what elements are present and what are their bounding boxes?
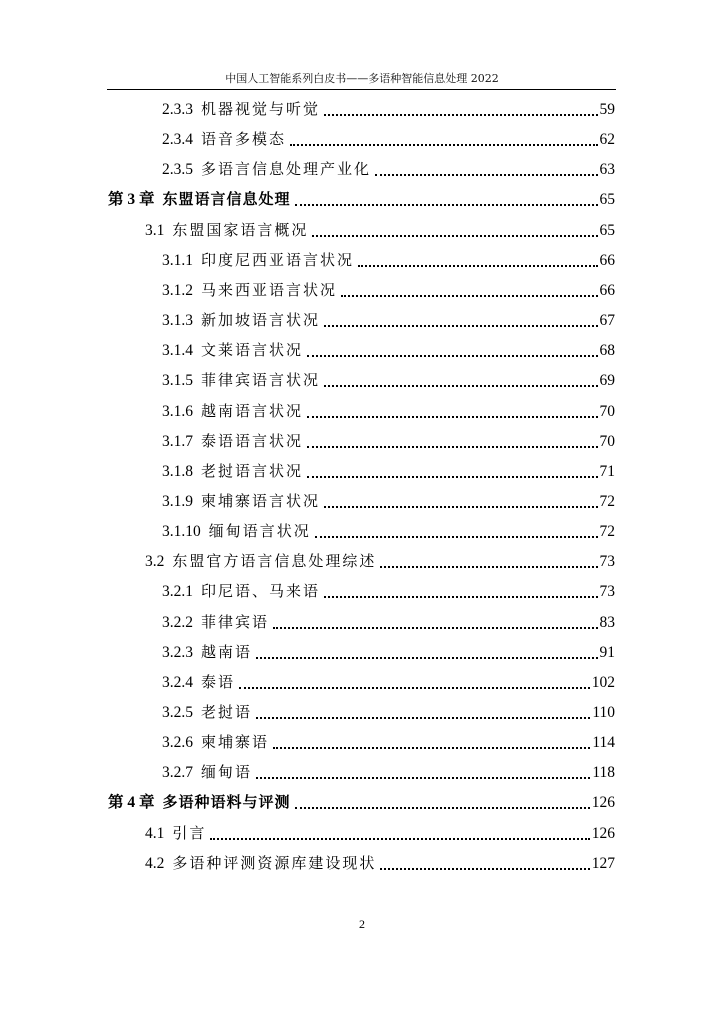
toc-entry-title: 东盟国家语言概况 [172, 220, 309, 239]
toc-entry[interactable] [162, 157, 615, 179]
toc-entry-page: 62 [599, 131, 615, 149]
toc-entry-title: 多语言信息处理产业化 [201, 160, 372, 179]
toc-entry[interactable] [162, 489, 615, 511]
toc-entry-page: 71 [599, 462, 615, 480]
toc-entry[interactable] [145, 821, 615, 843]
toc-dot-leader [295, 807, 590, 809]
toc-entry-number: 2.3.4 [162, 131, 193, 149]
toc-entry-title: 多语种评测资源库建设现状 [172, 853, 377, 872]
toc-dot-leader [307, 355, 597, 357]
toc-dot-leader [210, 838, 589, 840]
toc-entry[interactable] [145, 218, 615, 240]
toc-entry-page: 65 [599, 221, 615, 239]
toc-dot-leader [375, 174, 597, 176]
toc-entry-title: 文莱语言状况 [201, 341, 304, 360]
toc-dot-leader [315, 536, 598, 538]
toc-entry-title: 菲律宾语 [201, 612, 270, 631]
toc-entry[interactable] [162, 278, 615, 300]
toc-dot-leader [307, 446, 597, 448]
toc-entry[interactable] [162, 368, 615, 390]
toc-entry-title: 柬埔寨语言状况 [201, 491, 321, 510]
toc-entry-page: 69 [599, 372, 615, 390]
toc-entry-page: 66 [599, 281, 615, 299]
toc-entry[interactable] [162, 97, 615, 119]
toc-entry-title: 泰语语言状况 [201, 431, 304, 450]
toc-dot-leader [380, 566, 597, 568]
toc-entry-number: 3.1.4 [162, 342, 193, 360]
toc-dot-leader [256, 777, 590, 779]
toc-entry[interactable] [162, 248, 615, 270]
toc-entry-title: 老挝语言状况 [201, 461, 304, 480]
toc-entry[interactable] [162, 459, 615, 481]
toc-entry-page: 126 [591, 794, 615, 812]
toc-entry-title: 多语种语料与评测 [162, 793, 291, 812]
toc-entry-title: 机器视觉与听觉 [201, 100, 321, 118]
toc-entry-number: 3.1.1 [162, 251, 193, 269]
toc-entry[interactable] [162, 730, 615, 752]
toc-entry-number: 第 4 章 [108, 794, 155, 812]
toc-dot-leader [324, 114, 597, 116]
toc-entry[interactable] [162, 399, 615, 421]
toc-chapter-entry[interactable] [108, 790, 615, 812]
toc-dot-leader [341, 295, 597, 297]
page-number: 2 [359, 917, 365, 931]
toc-entry-number: 4.2 [145, 854, 165, 872]
toc-entry[interactable] [162, 760, 615, 782]
toc-entry-page: 110 [592, 704, 615, 721]
toc-entry-title: 印尼语、马来语 [201, 582, 321, 601]
toc-entry-number: 3.1.8 [162, 462, 193, 480]
toc-entry-number: 3.2.3 [162, 643, 193, 661]
toc-entry-title: 柬埔寨语 [201, 733, 270, 752]
toc-entry-number: 3.1.5 [162, 372, 193, 390]
toc-entry-number: 2.3.3 [162, 101, 193, 118]
toc-entry-number: 4.1 [145, 824, 165, 842]
toc-entry-number: 3.1.2 [162, 281, 193, 299]
toc-entry-title: 老挝语 [201, 703, 253, 721]
toc-entry-page: 68 [599, 342, 615, 360]
toc-entry-page: 102 [591, 673, 615, 691]
toc-entry-number: 3.2.1 [162, 583, 193, 601]
toc-dot-leader [358, 265, 597, 267]
toc-entry-title: 引言 [172, 823, 207, 842]
toc-entry-page: 70 [599, 402, 615, 420]
toc-entry-page: 65 [599, 191, 615, 209]
toc-entry[interactable] [145, 549, 615, 571]
toc-entry-number: 3.2 [145, 553, 165, 571]
toc-entry-title: 语音多模态 [201, 130, 287, 149]
toc-dot-leader [256, 657, 597, 659]
toc-entry[interactable] [162, 579, 615, 601]
toc-entry-title: 东盟官方语言信息处理综述 [172, 552, 377, 571]
toc-dot-leader [239, 687, 590, 689]
toc-entry-page: 73 [599, 583, 615, 601]
toc-dot-leader [307, 476, 597, 478]
toc-entry-title: 缅甸语言状况 [208, 522, 311, 541]
toc-entry-number: 3.2.4 [162, 673, 193, 691]
toc-entry-page: 126 [591, 824, 615, 842]
toc-dot-leader [324, 385, 597, 387]
toc-dot-leader [290, 144, 597, 146]
toc-entry-page: 67 [599, 312, 615, 330]
toc-dot-leader [324, 325, 597, 327]
toc-entry-page: 118 [592, 764, 615, 782]
toc-entry-page: 83 [599, 613, 615, 631]
toc-entry[interactable] [162, 308, 615, 330]
toc-entry-page: 114 [592, 734, 615, 752]
toc-entry-page: 70 [599, 432, 615, 450]
toc-entry-title: 马来西亚语言状况 [201, 280, 338, 299]
toc-entry-number: 3.2.7 [162, 764, 193, 782]
toc-entry[interactable] [162, 429, 615, 451]
toc-entry-number: 3.1.6 [162, 402, 193, 420]
toc-entry[interactable] [162, 700, 615, 722]
toc-entry-number: 3.2.5 [162, 704, 193, 721]
toc-entry-title: 泰语 [201, 672, 236, 691]
toc-entry-page: 66 [599, 251, 615, 269]
toc-entry-title: 菲律宾语言状况 [201, 371, 321, 390]
toc-entry-page: 127 [591, 854, 615, 872]
toc-entry-title: 东盟语言信息处理 [162, 190, 291, 209]
toc-entry-number: 3.1 [145, 221, 165, 239]
toc-entry-number: 3.1.10 [162, 523, 201, 541]
toc-dot-leader [324, 596, 597, 598]
toc-dot-leader [324, 506, 597, 508]
toc-dot-leader [312, 235, 597, 237]
header-rule [107, 89, 616, 90]
toc-entry-page: 73 [599, 553, 615, 571]
toc-entry[interactable] [162, 127, 615, 149]
toc-entry-title: 印度尼西亚语言状况 [201, 250, 355, 269]
toc-dot-leader [380, 868, 589, 870]
toc-entry[interactable] [162, 610, 615, 632]
toc-entry-title: 新加坡语言状况 [201, 311, 321, 330]
toc-entry-number: 3.2.2 [162, 613, 193, 631]
toc-entry[interactable] [162, 640, 615, 662]
running-header: 中国人工智能系列白皮书——多语种智能信息处理 2022 [225, 72, 499, 85]
toc-dot-leader [307, 416, 597, 418]
toc-dot-leader [273, 747, 590, 749]
toc-entry-number: 3.1.3 [162, 312, 193, 330]
toc-entry-title: 越南语 [201, 642, 253, 661]
toc-entry-title: 缅甸语 [201, 763, 253, 782]
toc-entry-number: 第 3 章 [108, 191, 155, 209]
toc-dot-leader [273, 627, 597, 629]
toc-chapter-entry[interactable] [108, 187, 615, 209]
toc-entry-page: 91 [599, 643, 615, 661]
toc-entry-number: 3.2.6 [162, 734, 193, 752]
toc-entry-number: 3.1.7 [162, 432, 193, 450]
toc-entry-number: 2.3.5 [162, 161, 193, 179]
toc-entry[interactable] [162, 338, 615, 360]
toc-entry-number: 3.1.9 [162, 492, 193, 510]
toc-entry[interactable] [162, 670, 615, 692]
toc-entry[interactable] [162, 519, 615, 541]
toc-dot-leader [295, 204, 598, 206]
toc-entry-title: 越南语言状况 [201, 401, 304, 420]
toc-entry-page: 72 [599, 523, 615, 541]
toc-entry-page: 59 [599, 101, 615, 118]
toc-entry[interactable] [145, 851, 615, 873]
toc-entry-page: 63 [599, 161, 615, 179]
toc-entry-page: 72 [599, 492, 615, 510]
toc-dot-leader [256, 717, 590, 719]
